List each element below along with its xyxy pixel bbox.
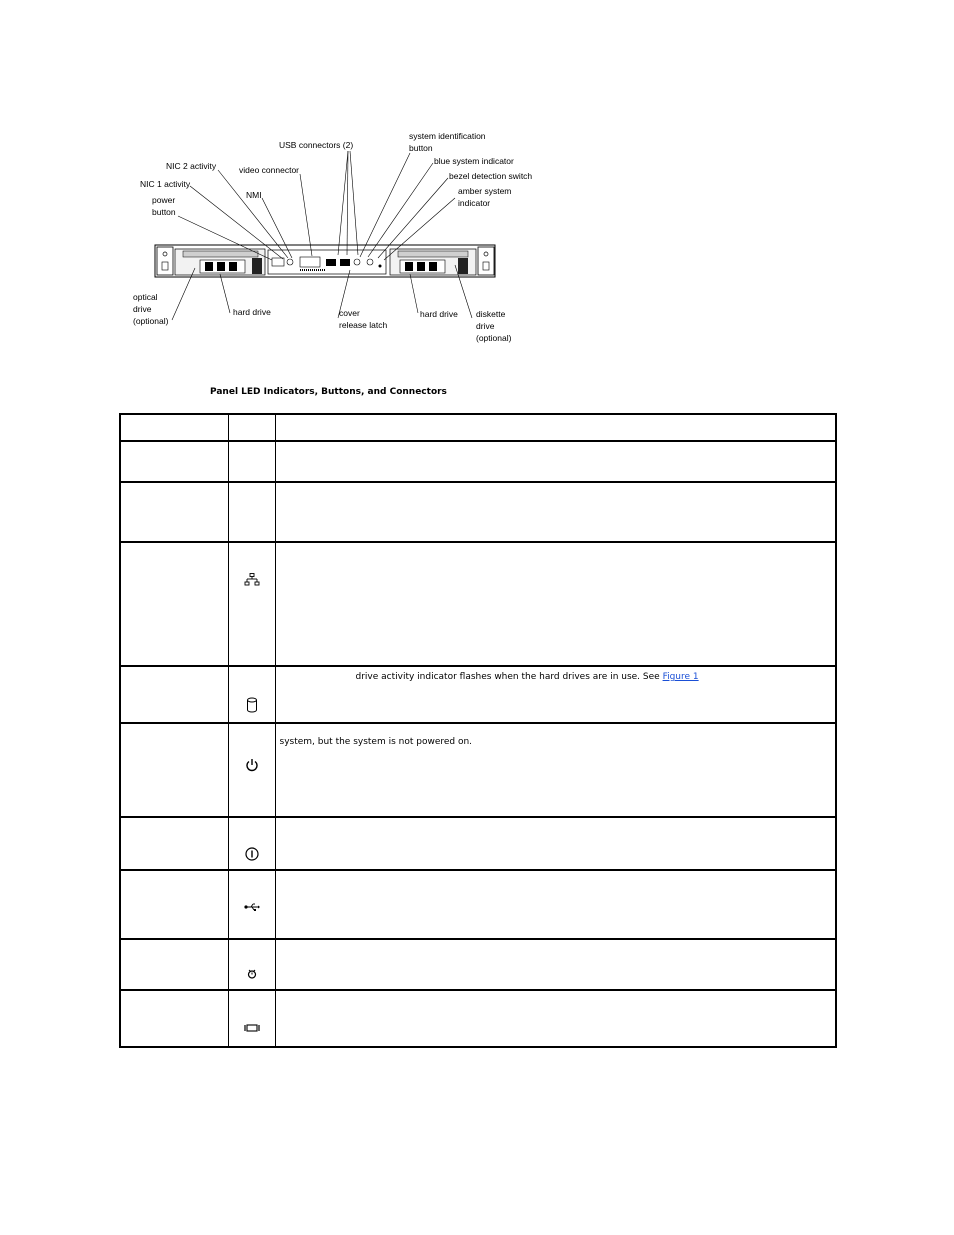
label-diskette-3: (optional) [476, 333, 512, 343]
label-cover-2: release latch [339, 320, 388, 330]
table-cell [275, 939, 836, 990]
label-cover-1: cover [339, 308, 360, 318]
usb-icon [244, 902, 260, 912]
table-cell [228, 817, 275, 870]
front-panel-figure [0, 0, 954, 360]
figure-1-link[interactable]: Figure 1 [662, 672, 699, 682]
table-cell [228, 482, 275, 542]
table-row [120, 817, 836, 870]
system-id-icon [245, 847, 259, 861]
table-cell [120, 817, 228, 870]
label-nic1: NIC 1 activity [140, 179, 191, 189]
label-diskette-1: diskette [476, 309, 506, 319]
label-hard-drive-left: hard drive [233, 307, 271, 317]
label-optical-1: optical [133, 292, 158, 302]
label-amber-indicator-1: amber system [458, 186, 512, 196]
table-cell [120, 870, 228, 939]
table-row [120, 666, 836, 723]
table-cell [228, 990, 275, 1047]
table-cell [275, 441, 836, 482]
table-cell [228, 542, 275, 666]
label-video: video connector [239, 165, 300, 175]
callout-labels [133, 131, 532, 343]
table-cell [120, 441, 228, 482]
label-nmi: NMI [246, 190, 262, 200]
table-row [120, 441, 836, 482]
label-hard-drive-right: hard drive [420, 309, 458, 319]
label-bezel-switch: bezel detection switch [449, 171, 533, 181]
table-row [120, 939, 836, 990]
label-amber-indicator-2: indicator [458, 198, 491, 208]
table-cell [120, 723, 228, 817]
drive-activity-text: drive activity indicator flashes when the hard drives are in use. See [355, 672, 663, 682]
video-icon [244, 1024, 260, 1032]
table-cell [275, 870, 836, 939]
table-row [120, 990, 836, 1047]
led-indicator-table [119, 413, 837, 1048]
header-cell [228, 414, 275, 441]
table-cell [120, 542, 228, 666]
table-cell [275, 817, 836, 870]
table-cell [120, 990, 228, 1047]
table-cell [275, 666, 836, 723]
table-cell [228, 870, 275, 939]
label-nic2: NIC 2 activity [166, 161, 217, 171]
header-cell [120, 414, 228, 441]
label-power-1: power [152, 195, 176, 205]
table-cell [120, 939, 228, 990]
table-cell [120, 482, 228, 542]
table-cell [228, 939, 275, 990]
label-optical-3: (optional) [133, 316, 169, 326]
table-cell [228, 666, 275, 723]
table-row [120, 870, 836, 939]
table-cell [275, 542, 836, 666]
table-cell [120, 666, 228, 723]
network-icon [244, 573, 260, 587]
table-row [120, 723, 836, 817]
label-system-id-1: system identification [409, 131, 486, 141]
label-power-2: button [152, 207, 176, 217]
callout-lines [172, 151, 472, 320]
nmi-icon [247, 969, 257, 979]
label-usb-connectors: USB connectors (2) [279, 140, 354, 150]
power-icon [245, 758, 259, 772]
label-diskette-2: drive [476, 321, 495, 331]
hard-drive-icon [246, 697, 258, 713]
server-chassis [155, 245, 495, 277]
table-cell: system, but the system is not powered on. [275, 723, 836, 817]
label-optical-2: drive [133, 304, 152, 314]
label-blue-indicator: blue system indicator [434, 156, 514, 166]
table-cell [228, 723, 275, 817]
table-row [120, 542, 836, 666]
drive-activity-description [276, 667, 836, 683]
table-caption: Panel LED Indicators, Buttons, and Connectors [210, 387, 447, 397]
table-cell [275, 990, 836, 1047]
header-cell [275, 414, 836, 441]
label-system-id-2: button [409, 143, 433, 153]
table-row [120, 482, 836, 542]
table-header-row [120, 414, 836, 441]
table-cell [228, 441, 275, 482]
table-cell [275, 482, 836, 542]
